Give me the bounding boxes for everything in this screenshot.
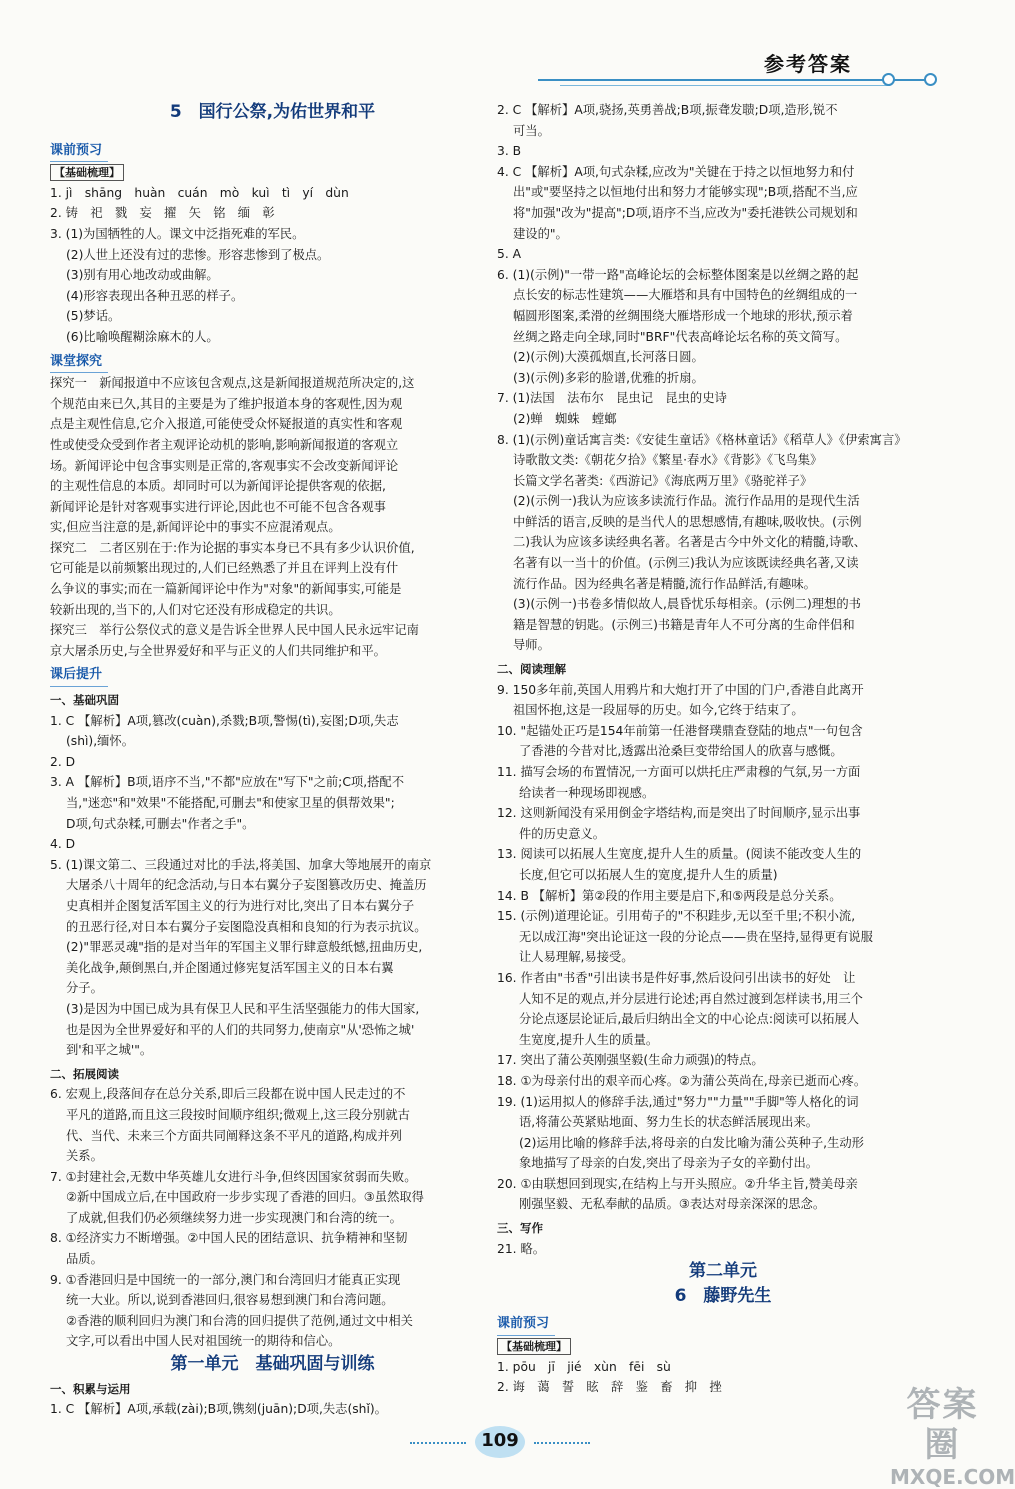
answer-line: (shì),缅怀。 [66, 734, 135, 749]
answer-line: 场。新闻评论中包含事实则是正常的,客观事实不会改变新闻评论 [50, 458, 399, 473]
answer-block [50, 1084, 495, 1352]
answer-line: 探究三 举行公祭仪式的意义是告诉全世界人民中国人民永远牢记南 [50, 623, 419, 638]
answer-line: 7. (1)法国 法布尔 昆虫记 昆虫的史诗 [497, 391, 727, 406]
answer-line: 4. C 【解析】A项,句式杂糅,应改为"关键在于持之以恒地努力和付 [497, 164, 855, 179]
watermark-text: 答案圈 [906, 1385, 979, 1465]
header-title: 参考答案 [764, 52, 852, 76]
answer-line: 点长安的标志性建筑——大雁塔和具有中国特色的丝绸组成的一 [513, 288, 858, 303]
answer-line: (2)"罪恶灵魂"指的是对当年的军国主义罪行肆意般纸憾,扭曲历史, [66, 940, 423, 955]
answer-line: 关系。 [66, 1149, 103, 1164]
answer-line: 10. "起锚处正巧是154年前第一任港督璞鼎查登陆的地点"一句包含 [497, 723, 863, 738]
answer-line: 籍是智慧的钥匙。(示例三)书籍是青年人不可分离的生命伴侣和 [513, 617, 855, 632]
header-circle-icon [924, 73, 937, 86]
answer-line: (3)(示例)多彩的脸谱,优雅的折扇。 [513, 370, 704, 385]
subsection-label: 三、写作 [497, 1221, 543, 1236]
answer-line: 大屠杀八十周年的纪念活动,与日本右翼分子妄图篡改历史、掩盖历 [66, 878, 427, 893]
answer-line: 美化战争,颠倒黑白,并企图通过修宪复活军国主义的日本右翼 [66, 960, 394, 975]
answer-line: ②香港的顺利回归为澳门和台湾的回归提供了范例,通过文中相关 [66, 1313, 413, 1328]
answer-line: 象地描写了母亲的白发,突出了母亲为子女的辛勤付出。 [519, 1156, 819, 1171]
answer-line: 流行作品。因为经典名著是精髓,流行作品鲜活,有趣味。 [513, 576, 816, 591]
answer-line: 长度,但它可以拓展人生的宽度,提升人生的质量) [519, 867, 778, 882]
answer-line: 点是主观性信息,它介入报道,可能使受众怀疑报道的真实性和客观 [50, 417, 403, 432]
answer-line: 个规范由来已久,其目的主要是为了维护报道本身的客观性,因为观 [50, 396, 403, 411]
left-column [50, 100, 495, 1420]
answer-line: 分论点逐层论证后,最后归纳出全文的中心论点:阅读可以拓展人 [519, 1012, 860, 1027]
answer-line: 的主观性信息的本质。却同时可以为新闻评论提供客观的依据, [50, 479, 386, 494]
answer-line: 19. (1)运用拟人的修辞手法,通过"努力""力量""手脚"等人格化的词 [497, 1094, 859, 1109]
subsection-label: 【基础梳理】 [497, 1338, 571, 1355]
unit-title: 第二单元 [689, 1261, 757, 1282]
answer-line: D项,句式杂糅,可删去"作者之手"。 [66, 816, 255, 831]
answer-line: 探究一 新闻报道中不应该包含观点,这是新闻报道规范所决定的,这 [50, 376, 415, 391]
answer-line: (6)比喻唤醒糊涂麻木的人。 [66, 329, 219, 344]
answer-line: 出"或"要坚持之以恒地付出和努力才能够实现";B项,搭配不当,应 [513, 185, 858, 200]
answer-line: 5. (1)课文第二、三段通过对比的手法,将美国、加拿大等地展开的南京 [50, 857, 432, 872]
lesson-title: 6 藤野先生 [674, 1285, 772, 1306]
answer-line: 6. 宏观上,段落间存在总分关系,即后三段都在说中国人民走过的不 [50, 1087, 406, 1102]
answer-line: 2. D [50, 754, 76, 769]
subsection-label: 一、积累与运用 [50, 1381, 131, 1396]
answer-line: 8. ①经济实力不断增强。②中国人民的团结意识、抗争精神和坚韧 [50, 1231, 408, 1246]
answer-line: 11. 描写会场的布置情况,一方面可以烘托庄严肃穆的气氛,另一方面 [497, 765, 861, 779]
answer-line: 品质。 [66, 1252, 103, 1267]
answer-line: 2. C 【解析】A项,骁扬,英勇善战;B项,振聋发聩;D项,造形,锐不 [497, 103, 838, 117]
lesson-title: 5 国行公祭,为佑世界和平 [169, 102, 376, 122]
answer-line: 人知不足的观点,并分层进行论述;再自然过渡到怎样读书,用三个 [519, 991, 863, 1006]
section-heading: 课后提升 [50, 665, 108, 687]
answer-block [497, 1357, 949, 1398]
answer-line: (4)形容表现出各种丑恶的样子。 [66, 288, 244, 303]
subsection-label: 二、拓展阅读 [50, 1066, 119, 1081]
answer-line: 了香港的今昔对比,透露出沧桑巨变带给国人的欣喜与感慨。 [519, 744, 843, 759]
answer-line: 丝绸之路走向全球,同时"BRF"代表高峰论坛名称的英文简写。 [513, 329, 848, 344]
subsection-label: 【基础梳理】 [50, 164, 124, 181]
answer-line: 18. ①为母亲付出的艰辛而心疼。②为蒲公英尚在,母亲已逝而心疼。 [497, 1073, 867, 1088]
answer-line: 到'和平之城'"。 [66, 1043, 153, 1058]
answer-line: (3)(示例一)书卷多情似故人,晨昏忧乐每相亲。(示例二)理想的书 [513, 597, 861, 612]
answer-line: 生宽度,提升人生的质量。 [519, 1032, 659, 1047]
answer-line: 4. D [50, 837, 76, 852]
answer-line: 21. 略。 [497, 1241, 546, 1256]
header-rule [538, 79, 928, 81]
answer-line: 文字,可以看出中国人民对祖国统一的期待和信心。 [66, 1334, 341, 1349]
answer-line: 么争议的事实;而在一篇新闻评论中作为"对象"的新闻事实,可能是 [50, 582, 402, 597]
answer-line: 京大屠杀历史,与全世界爱好和平与正义的人们共同维护和平。 [50, 643, 386, 658]
answer-line: 3. (1)为国牺牲的人。课文中泛指死难的军民。 [50, 226, 305, 241]
answer-line: 探究二 二者区别在于:作为论据的事实本身已不具有多少认识价值, [50, 540, 415, 555]
answer-line: 9. ①香港回归是中国统一的一部分,澳门和台湾回归才能真正实现 [50, 1272, 401, 1287]
answer-line: 平凡的道路,而且这三段按时间顺序组织;微观上,这三段分别就古 [66, 1107, 410, 1122]
answer-line: 7. ①封建社会,无数中华英雄儿女进行斗争,但终因国家贫弱而失败。 [50, 1169, 417, 1184]
subsection-label: 二、阅读理解 [497, 662, 566, 677]
answer-line: (3)别有用心地改动或曲解。 [66, 268, 219, 283]
watermark-url: MXQE.COM [890, 1465, 1015, 1489]
unit-title: 第一单元 基础巩固与训练 [170, 1354, 375, 1375]
answer-line: 新闻评论是针对客观事实进行评论,因此也不可能不包含各观事 [50, 499, 386, 514]
right-column [497, 100, 949, 1398]
answer-line: (2)(示例一)我认为应该多读流行作品。流行作品用的是现代生活 [513, 494, 860, 509]
footer-dotted-rule [534, 1442, 590, 1446]
answer-line: 代、当代、未来三个方面共同阐释这条不平凡的道路,构成并列 [66, 1128, 402, 1143]
answer-line: 1. C 【解析】A项,篡改(cuàn),杀戮;B项,警惕(tì),妄图;D项,失志 [50, 713, 399, 728]
answer-line: (2)运用比喻的修辞手法,将母亲的白发比喻为蒲公英种子,生动形 [519, 1135, 864, 1150]
answer-line: (3)是因为中国已成为具有保卫人民和平生活坚强能力的伟大国家, [66, 1001, 420, 1016]
answer-line: 当,"迷恋"和"效果"不能搭配,可删去"和使家卫星的俱帮效果"; [66, 796, 395, 810]
answer-block [497, 100, 949, 656]
answer-block [50, 1399, 495, 1420]
answer-line: 1. jì shāng huàn cuán mò kuì tì yí dùn [50, 185, 349, 200]
header-rule-thin [560, 85, 890, 86]
section-heading: 课前预习 [50, 141, 108, 163]
answer-block [50, 373, 495, 661]
answer-line: 14. B 【解析】第②段的作用主要是启下,和⑤两段是总分关系。 [497, 888, 842, 903]
answer-line: 了成就,但我们仍必须继续努力进一步实现澳门和台湾的统一。 [66, 1210, 402, 1225]
answer-line: 1. C 【解析】A项,承载(zài);B项,镌刻(juān);D项,失志(shǐ)。 [50, 1402, 387, 1417]
answer-block [50, 711, 495, 1061]
answer-line: (5)梦话。 [66, 309, 121, 324]
answer-line: 史真相并企图复活军国主义的行为进行对比,突出了日本右翼分子 [66, 898, 415, 913]
answer-line: 让人易理解,易接受。 [519, 950, 634, 965]
answer-line: 3. A 【解析】B项,语序不当,"不都"应放在"写下"之前;C项,搭配不 [50, 775, 405, 790]
answer-line: 建设的"。 [513, 226, 568, 241]
answer-line: 二)我认为应该多读经典名著。名著是古今中外文化的精髓,诗歌、 [513, 535, 867, 550]
answer-line: 可当。 [513, 123, 550, 138]
answer-line: 祖国怀抱,这是一段屈辱的历史。如今,它终于结束了。 [513, 703, 804, 718]
answer-line: 17. 突出了蒲公英刚强坚毅(生命力顽强)的特点。 [497, 1053, 764, 1068]
answer-line: 诗歌散文类:《朝花夕拾》《繁星·春水》《背影》《飞鸟集》 [513, 453, 823, 468]
answer-block [497, 1239, 949, 1260]
watermark-logo [890, 1385, 1015, 1489]
answer-line: 刚强坚毅、无私奉献的品质。③表达对母亲深深的思念。 [519, 1197, 826, 1212]
answer-line: 中鲜活的语言,反映的是当代人的思想感情,有趣味,吸收快。(示例 [513, 514, 862, 529]
page-header [0, 0, 1000, 95]
answer-line: 无以成江海"突出论证这一段的分论点——贵在坚持,显得更有说服 [519, 929, 873, 944]
answer-line: 16. 作者由"书香"引出读书是件好事,然后设问引出读书的好处 让 [497, 970, 856, 985]
answer-line: 8. (1)(示例)童话寓言类:《安徒生童话》《格林童话》《稻草人》《伊索寓言》 [497, 432, 907, 447]
answer-line: 幅圆形图案,柔滑的丝绸围绕大雁塔形成一个地球的形状,预示着 [513, 308, 853, 323]
answer-line: (2)人世上还没有过的悲惨。形容悲惨到了极点。 [66, 247, 330, 262]
section-heading: 课前预习 [497, 1314, 555, 1336]
answer-line: 给读者一种现场即视感。 [519, 785, 655, 800]
answer-line: 6. (1)(示例)"一带一路"高峰论坛的会标整体图案是以丝绸之路的起 [497, 267, 859, 282]
answer-block [50, 183, 495, 348]
answer-line: 分子。 [66, 981, 103, 996]
answer-line: 统一大业。所以,说到香港回归,很容易想到澳门和台湾问题。 [66, 1293, 394, 1308]
answer-line: 导师。 [513, 638, 550, 653]
answer-line: 长篇文学名著类:《西游记》《海底两万里》《骆驼祥子》 [513, 473, 813, 488]
answer-line: 将"加强"改为"提高";D项,语序不当,应改为"委托港铁公司规划和 [513, 205, 858, 220]
answer-line: 13. 阅读可以拓展人生宽度,提升人生的质量。(阅读不能改变人生的 [497, 847, 862, 862]
answer-line: 语,将蒲公英紧贴地面、努力生长的状态鲜活展现出来。 [519, 1115, 819, 1130]
subsection-label: 一、基础巩固 [50, 693, 119, 708]
header-circle-icon [882, 73, 895, 86]
section-heading: 课堂探究 [50, 352, 108, 374]
answer-line: (2)蝉 蜘蛛 螳螂 [513, 411, 617, 426]
answer-line: 较新出现的,当下的,人们对它还没有形成稳定的共识。 [50, 602, 341, 617]
answer-line: 也是因为全世界爱好和平的人们的共同努力,使南京"从'恐怖之城' [66, 1022, 415, 1037]
answer-line: 性或使受众受到作者主观评论动机的影响,影响新闻报道的客观立 [50, 437, 399, 452]
answer-line: 1. pōu jī jié xùn fēi sù [497, 1359, 671, 1374]
answer-line: 名著有以一当十的价值。(示例三)我认为应该既读经典名著,又读 [513, 556, 859, 571]
footer-dotted-rule [410, 1442, 466, 1446]
answer-line: 9. 150多年前,英国人用鸦片和大炮打开了中国的门户,香港自此离开 [497, 682, 864, 697]
answer-block [497, 680, 949, 1215]
answer-line: 实,但应当注意的是,新闻评论中的事实不应混淆观点。 [50, 520, 341, 535]
answer-line: 15. (示例)道理论证。引用荀子的"不积跬步,无以至千里;不积小流, [497, 909, 856, 924]
answer-line: ②新中国成立后,在中国政府一步步实现了香港的回归。③虽然取得 [66, 1190, 424, 1205]
answer-line: 3. B [497, 144, 522, 159]
answer-line: 12. 这则新闻没有采用倒金字塔结构,而是突出了时间顺序,显示出事 [497, 806, 861, 821]
answer-line: 5. A [497, 247, 522, 262]
answer-line: 它可能是以前频繁出现过的,人们已经熟悉了并且在评判上没有什 [50, 561, 399, 576]
answer-line: 件的历史意义。 [519, 826, 606, 841]
answer-line: 20. ①由联想回到现实,在结构上与开头照应。②升华主旨,赞美母亲 [497, 1176, 858, 1191]
answer-line: 2. 诲 蔼 誓 眩 辞 鉴 畜 抑 挫 [497, 1380, 722, 1395]
answer-line: (2)(示例)大漠孤烟直,长河落日圆。 [513, 350, 704, 365]
answer-line: 2. 铸 祀 戮 妄 擢 矢 铭 缅 彰 [50, 206, 275, 221]
answer-line: 的丑恶行径,对日本右翼分子妄图隐没真相和良知的行为表示抗议。 [66, 919, 427, 934]
page-number: 109 [481, 1430, 519, 1451]
